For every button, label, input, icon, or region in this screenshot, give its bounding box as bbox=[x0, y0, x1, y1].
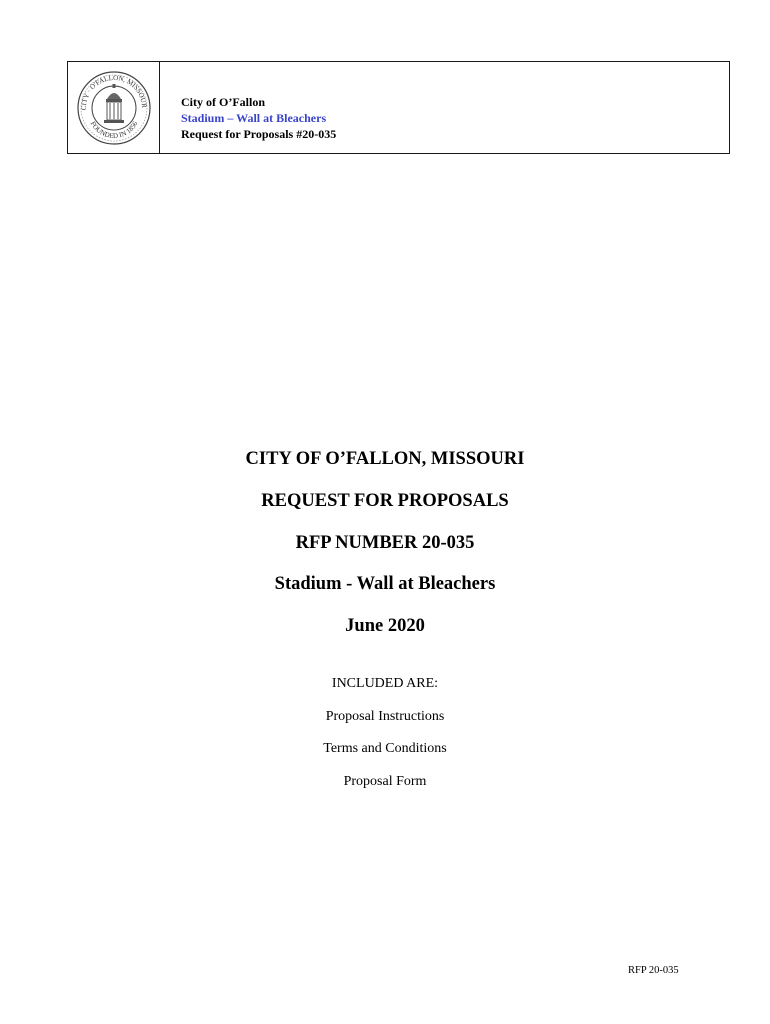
city-seal-icon bbox=[76, 70, 152, 146]
contents-item: Terms and Conditions bbox=[323, 741, 447, 756]
svg-text:CITY · O'FALLON, MISSOURI bbox=[76, 70, 148, 110]
header-rfp: Request for Proposals #20-035 bbox=[181, 127, 337, 141]
header-project: Stadium – Wall at Bleachers bbox=[181, 111, 327, 125]
footer-reference: RFP 20-035 bbox=[628, 965, 679, 976]
title-doc-type: REQUEST FOR PROPOSALS bbox=[261, 491, 509, 511]
header-org: City of O’Fallon bbox=[181, 95, 265, 109]
title-project: Stadium - Wall at Bleachers bbox=[274, 574, 496, 594]
title-date: June 2020 bbox=[345, 616, 425, 636]
contents-heading: INCLUDED ARE: bbox=[331, 676, 439, 691]
title-city: CITY OF O’FALLON, MISSOURI bbox=[245, 449, 525, 469]
header-text bbox=[181, 94, 336, 142]
seal-ring-top-text: CITY · O'FALLON, MISSOUR bbox=[79, 73, 149, 111]
document-header bbox=[67, 61, 730, 154]
seal-ring-bottom-text: FOUNDED IN 1856 bbox=[88, 120, 140, 141]
seal-cell bbox=[68, 62, 160, 153]
contents-item: Proposal Form bbox=[343, 774, 427, 789]
title-rfp-number: RFP NUMBER 20-035 bbox=[295, 533, 475, 553]
contents-item: Proposal Instructions bbox=[325, 709, 445, 724]
